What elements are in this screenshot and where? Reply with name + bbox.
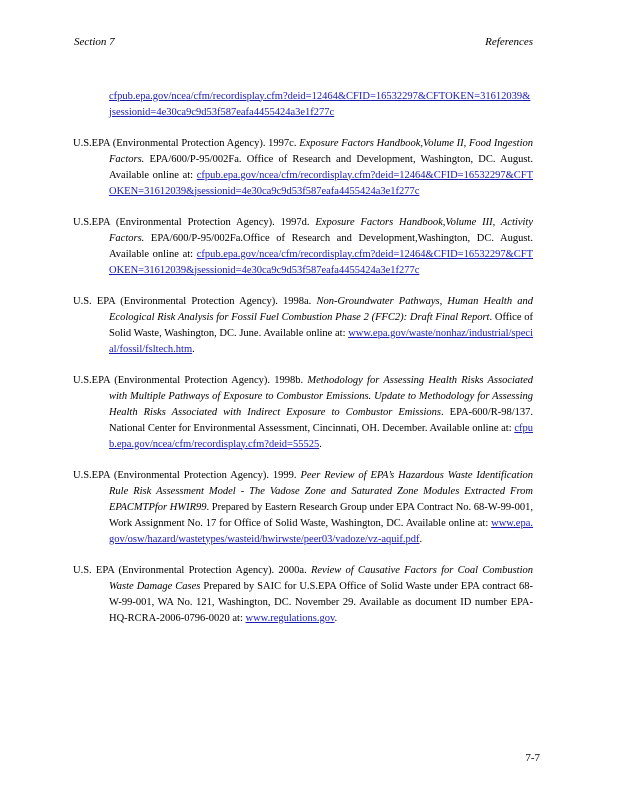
running-header-section: Section 7 [74, 36, 115, 48]
reference-entry [73, 294, 533, 358]
reference-link[interactable]: www.epa.gov/osw/hazard/wastetypes/wasteid/hwirwste/peer03/vadoze/vz-aquif.pdf [109, 517, 533, 545]
reference-link[interactable]: cfpub.epa.gov/ncea/cfm/recordisplay.cfm?deid=12464&CFID=16532297&CFTOKEN=31612039&jsessionid=4e30ca9c9d53f587eafa4455424a3e1f277c [109, 90, 531, 118]
reference-entry [73, 136, 533, 200]
reference-title: Review of Causative Factors for Coal Combustion Waste Damage Cases [109, 564, 533, 592]
reference-details: Prepared by SAIC for U.S.EPA Office of Solid Waste under EPA contract 68-W-99-001, WA No. 121, Washington, DC. November 29. Available as document ID number EPA-HQ-RCRA-2006-0796-0020 at: [109, 580, 534, 624]
reference-end: . [192, 343, 195, 355]
reference-title: Exposure Factors Handbook,Volume II, Food Ingestion Factors. [109, 137, 533, 165]
reference-details: . Prepared by Eastern Research Group under EPA Contract No. 68-W-99-001, Work Assignment No. 17 for Office of Solid Waste, Washington, DC. Available online at: [109, 501, 534, 529]
reference-details: EPA/600/P-95/002Fa.Office of Research and Development,Washington, DC. August. Available online at: [109, 232, 533, 260]
reference-title: Methodology for Assessing Health Risks Associated with Multiple Pathways of Exposure to Combustor Emissions. Update to Methodology for Assessing Health Risks Associated with Indirect Exposure to Combustor Emissions [109, 374, 533, 418]
reference-continuation [73, 89, 533, 121]
reference-title: Peer Review of EPA’s Hazardous Waste Identification Rule Risk Assessment Model - The Vadose Zone and Saturated Zone Modules Extracted From EPACMTPfor HWIR99 [109, 469, 533, 513]
reference-entry [73, 468, 533, 548]
reference-end: . [319, 438, 322, 450]
reference-entry [73, 373, 533, 453]
reference-list [73, 78, 533, 642]
reference-title: Exposure Factors Handbook,Volume III, Activity Factors. [109, 216, 533, 244]
page-number: 7-7 [525, 752, 540, 764]
reference-end: . [334, 612, 338, 624]
reference-entry [73, 215, 533, 279]
reference-author: U.S. EPA (Environmental Protection Agency). 2000a. [73, 564, 311, 576]
reference-end: . [419, 533, 423, 545]
reference-link[interactable]: cfpub.epa.gov/ncea/cfm/recordisplay.cfm?deid=12464&CFID=16532297&CFTOKEN=31612039&jsessionid=4e30ca9c9d53f587eafa4455424a3e1f277c [109, 169, 533, 197]
reference-author: U.S.EPA (Environmental Protection Agency). 1997d. [73, 216, 316, 228]
reference-author: U.S.EPA (Environmental Protection Agency). 1997c. [73, 137, 300, 149]
reference-author: U.S. EPA (Environmental Protection Agency). 1998a. [73, 295, 317, 307]
reference-link[interactable]: www.epa.gov/waste/nonhaz/industrial/special/fossil/fsltech.htm [109, 327, 533, 355]
reference-details: . Office of Solid Waste, Washington, DC. June. Available online at: [109, 311, 533, 339]
reference-details: . EPA-600/R-98/137. National Center for Environmental Assessment, Cincinnati, OH. December. Available online at: [109, 406, 533, 434]
reference-author: U.S.EPA (Environmental Protection Agency). 1998b. [73, 374, 308, 386]
reference-details: EPA/600/P-95/002Fa. Office of Research and Development, Washington, DC. August. Available online at: [109, 153, 533, 181]
reference-entry [73, 563, 533, 627]
reference-author: U.S.EPA (Environmental Protection Agency). 1999. [73, 469, 301, 481]
reference-link[interactable]: cfpub.epa.gov/ncea/cfm/recordisplay.cfm?deid=55525 [109, 422, 533, 450]
reference-title: Non-Groundwater Pathways, Human Health and Ecological Risk Analysis for Fossil Fuel Combustion Phase 2 (FFC2): Draft Final Report [109, 295, 533, 323]
reference-link[interactable]: www.regulations.gov [245, 612, 335, 624]
running-header-title: References [485, 36, 533, 48]
reference-link[interactable]: cfpub.epa.gov/ncea/cfm/recordisplay.cfm?deid=12464&CFID=16532297&CFTOKEN=31612039&jsessionid=4e30ca9c9d53f587eafa4455424a3e1f277c [109, 248, 533, 276]
